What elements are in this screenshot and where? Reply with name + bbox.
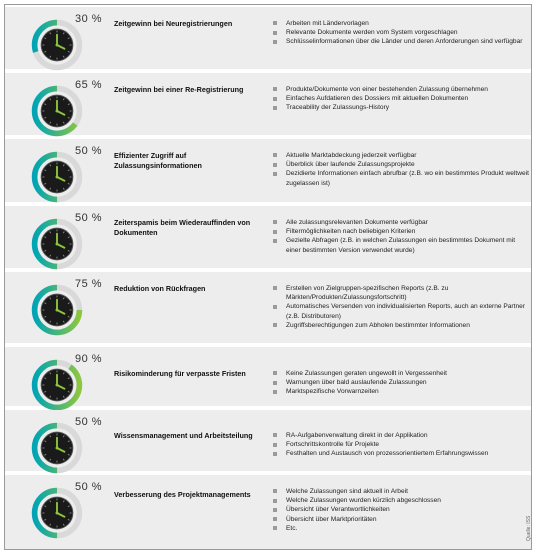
clock-icon — [29, 17, 85, 73]
clock-hub — [56, 384, 59, 387]
bullet-square-icon — [273, 526, 277, 530]
bullet-square-icon — [273, 517, 277, 521]
bullet-square-icon — [273, 239, 277, 243]
bullet-square-icon — [273, 97, 277, 101]
list-item-text: Etc. — [286, 524, 298, 532]
clock-icon — [29, 83, 85, 139]
bullet-square-icon — [273, 21, 277, 25]
list-item-text: Überblick über laufende Zulassungsprojekte — [286, 161, 415, 169]
clock-hub — [56, 243, 59, 246]
list-item — [273, 85, 531, 94]
list-item — [273, 369, 531, 378]
list-item — [273, 151, 531, 160]
list-item — [273, 37, 531, 46]
benefit-title: Zeiterspamis beim Wiederauffinden von Dokumenten — [114, 218, 251, 237]
clock-icon — [29, 357, 85, 413]
list-item-text: Welche Zulassungen wurden kürzlich abgeschlossen — [286, 497, 441, 505]
list-item — [273, 515, 531, 524]
benefit-row-4 — [5, 206, 531, 268]
benefit-list — [273, 369, 531, 397]
bullet-square-icon — [273, 286, 277, 290]
bullet-square-icon — [273, 230, 277, 234]
bullet-square-icon — [273, 305, 277, 309]
percent-label: 30 % — [75, 13, 103, 25]
list-item-text: Zugriffsberechtigungen zum Abholen bestimmter Informationen — [286, 321, 470, 329]
bullet-square-icon — [273, 508, 277, 512]
benefit-list — [273, 218, 531, 255]
percent-label: 50 % — [75, 212, 103, 224]
bullet-square-icon — [273, 489, 277, 493]
list-item — [273, 505, 531, 514]
list-item-text: Schlüsselinformationen über die Länder und deren Anforderungen sind verfügbar — [286, 38, 523, 46]
list-item-text: Gezielte Abfragen (z.B. in welchen Zulassungen ein bestimmtes Dokument mit einer bestimmten Version verwendet wurde) — [286, 237, 516, 254]
benefit-row-6 — [5, 347, 531, 406]
clock-icon — [29, 282, 85, 338]
bullet-square-icon — [273, 452, 277, 456]
percent-label: 90 % — [75, 353, 103, 365]
bullet-square-icon — [273, 31, 277, 35]
list-item — [273, 449, 531, 458]
percent-label: 65 % — [75, 79, 103, 91]
percent-label: 75 % — [75, 278, 103, 290]
benefit-row-1 — [5, 7, 531, 69]
benefit-title: Zeitgewinn bei Neuregistrierungen — [114, 19, 233, 28]
list-item — [273, 496, 531, 505]
clock-icon — [29, 420, 85, 476]
list-item — [273, 227, 531, 236]
list-item-text: Produkte/Dokumente von einer bestehenden Zulassung übernehmen — [286, 86, 488, 93]
clock-hub — [56, 309, 59, 312]
benefit-title: Wissensmanagement und Arbeitsteilung — [114, 431, 253, 440]
clock-icon — [29, 216, 85, 272]
benefit-title: Verbesserung des Projektmanagements — [114, 490, 251, 499]
list-item-text: Erstellen von Zielgruppen-spezifischen Reports (z.B. zu Märkten/Produkten/Zulassungsfortschritt) — [286, 285, 449, 302]
list-item — [273, 487, 531, 496]
list-item-text: Alle zulassungsrelevanten Dokumente verfügbar — [286, 219, 428, 226]
list-item — [273, 103, 531, 112]
list-item-text: Übersicht über Marktprioritäten — [286, 515, 377, 523]
bullet-square-icon — [273, 323, 277, 327]
list-item-text: Einfaches Aufdatieren des Dossiers mit aktuellen Dokumenten — [286, 95, 469, 103]
bullet-square-icon — [273, 390, 277, 394]
clock-hub — [56, 447, 59, 450]
list-item-text: Aktuelle Marktabdeckung jederzeit verfügbar — [286, 152, 417, 159]
list-item-text: Warnungen über bald auslaufende Zulassungen — [286, 379, 427, 387]
benefit-list — [273, 487, 531, 533]
benefit-list — [273, 85, 531, 113]
clock-icon — [29, 149, 85, 205]
bullet-square-icon — [273, 220, 277, 224]
list-item-text: Filtermöglichkeiten nach beliebigen Kriterien — [286, 228, 416, 236]
list-item — [273, 440, 531, 449]
benefit-title: Risikominderung für verpasste Fristen — [114, 369, 246, 378]
benefit-row-3 — [5, 139, 531, 202]
bullet-square-icon — [273, 153, 277, 157]
bullet-square-icon — [273, 172, 277, 176]
bullet-square-icon — [273, 106, 277, 110]
benefit-row-8 — [5, 475, 531, 549]
list-item — [273, 94, 531, 103]
clock-hub — [56, 110, 59, 113]
list-item-text: Dezidierte Informationen einfach abrufbar (z.B. wo ein bestimmtes Produkt weltweit zugelassen ist) — [286, 170, 529, 187]
benefit-title: Effizienter Zugriff auf Zulassungsinformationen — [114, 151, 202, 170]
source-credit: Quelle: ISS — [526, 515, 532, 541]
clock-hub — [56, 512, 59, 515]
clock-hub — [56, 44, 59, 47]
bullet-square-icon — [273, 381, 277, 385]
bullet-square-icon — [273, 371, 277, 375]
benefit-list — [273, 284, 531, 330]
bullet-square-icon — [273, 443, 277, 447]
list-item-text: Welche Zulassungen sind aktuell in Arbeit — [286, 488, 408, 495]
list-item — [273, 160, 531, 169]
benefit-title: Zeitgewinn bei einer Re-Registrierung — [114, 85, 244, 94]
list-item — [273, 236, 531, 254]
benefit-list — [273, 431, 531, 459]
list-item — [273, 431, 531, 440]
list-item-text: Übersicht über Verantwortlichkeiten — [286, 506, 390, 514]
benefit-row-5 — [5, 272, 531, 343]
list-item — [273, 321, 531, 330]
percent-label: 50 % — [75, 145, 103, 157]
benefit-list — [273, 151, 531, 188]
list-item-text: Traceability der Zulassungs-History — [286, 104, 390, 112]
benefit-row-7 — [5, 410, 531, 471]
bullet-square-icon — [273, 87, 277, 91]
list-item — [273, 524, 531, 533]
benefits-table — [4, 4, 532, 550]
percent-label: 50 % — [75, 481, 103, 493]
list-item — [273, 378, 531, 387]
list-item-text: Relevante Dokumente werden vom System vorgeschlagen — [286, 29, 458, 37]
list-item — [273, 19, 531, 28]
list-item — [273, 218, 531, 227]
bullet-square-icon — [273, 40, 277, 44]
bullet-square-icon — [273, 163, 277, 167]
bullet-square-icon — [273, 433, 277, 437]
benefit-list — [273, 19, 531, 47]
list-item — [273, 387, 531, 396]
benefit-row-2 — [5, 73, 531, 135]
list-item-text: Fortschrittskontrolle für Projekte — [286, 441, 380, 449]
list-item-text: Keine Zulassungen geraten ungewollt in Vergessenheit — [286, 370, 447, 377]
list-item-text: RA-Aufgabenverwaltung direkt in der Applikation — [286, 432, 428, 439]
list-item-text: Marktspezifische Vorwarnzeiten — [286, 388, 379, 396]
clock-icon — [29, 485, 85, 541]
list-item — [273, 169, 531, 187]
benefit-title: Reduktion von Rückfragen — [114, 284, 206, 293]
list-item — [273, 302, 531, 320]
list-item — [273, 28, 531, 37]
clock-hub — [56, 176, 59, 179]
percent-label: 50 % — [75, 416, 103, 428]
bullet-square-icon — [273, 499, 277, 503]
list-item — [273, 284, 531, 302]
list-item-text: Arbeiten mit Ländervorlagen — [286, 20, 369, 27]
list-item-text: Festhalten und Austausch von prozessorientiertem Erfahrungswissen — [286, 450, 489, 458]
list-item-text: Automatisches Versenden von individualisierten Reports, auch an externe Partner (z.B. Distributoren) — [286, 303, 525, 320]
